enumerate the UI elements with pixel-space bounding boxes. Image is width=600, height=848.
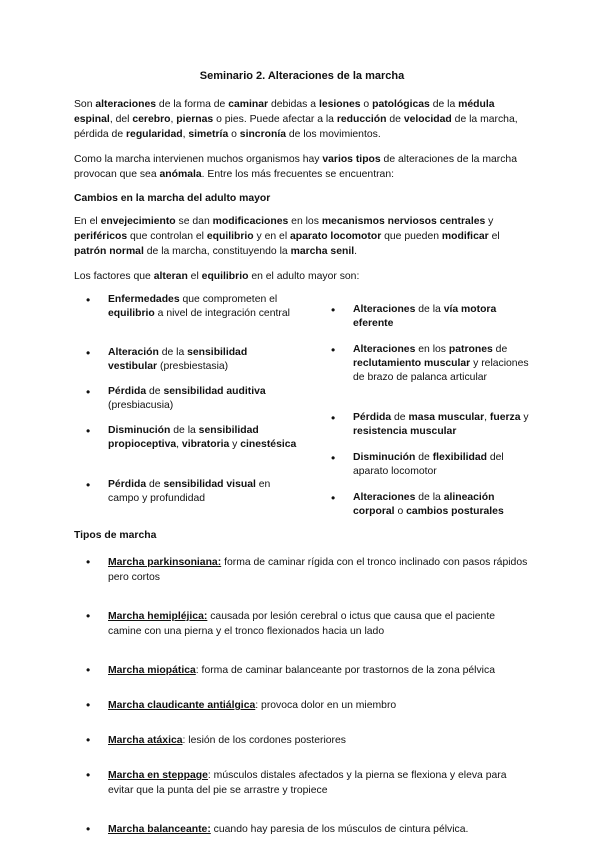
gait-type-item [74, 555, 530, 585]
gait-type-item [74, 609, 530, 639]
gait-type-name: Marcha parkinsoniana: [108, 557, 222, 568]
gait-type-item [74, 663, 530, 678]
gait-type-description: : músculos distales afectados y la pierna se flexiona y eleva para evitar que la punta del pie se arrastre y tropiece [108, 770, 507, 796]
gait-type-description: forma de caminar rígida con el tronco inclinado con pasos rápidos pero cortos [108, 557, 528, 583]
intro-paragraph-2: Como la marcha intervienen muchos organismos hay varios tipos de alteraciones de la marcha provocan que sea anómala. Entre los más frecuentes se encuentran: [74, 154, 517, 180]
factor-item: • Disminución de flexibilidad del aparato locomotor [331, 451, 531, 491]
gait-type-name: Marcha balanceante: [108, 824, 211, 835]
gait-type-description: cuando hay paresia de los músculos de cintura pélvica. [210, 824, 469, 835]
section1-paragraph-1: En el envejecimiento se dan modificaciones en los mecanismos nerviosos centrales y periféricos que controlan el equilibrio y en el aparato locomotor que pueden modificar el patrón normal de la marcha, constituyendo la marcha senil. [74, 216, 500, 257]
gait-type-item [74, 698, 530, 713]
gait-type-item [74, 822, 530, 837]
factors-left-list [86, 293, 298, 506]
gait-type-name: Marcha atáxica [108, 735, 183, 746]
factor-item: • Disminución de la sensibilidad propioceptiva, vibratoria y cinestésica [86, 424, 298, 478]
factor-item: • Alteraciones de la vía motora eferente [331, 303, 531, 343]
section-heading-adulto-mayor: Cambios en la marcha del adulto mayor [74, 193, 271, 204]
factor-item: • Pérdida de masa muscular, fuerza y resistencia muscular [331, 411, 531, 451]
gait-type-item [74, 768, 530, 798]
section-heading-tipos-marcha: Tipos de marcha [74, 530, 157, 541]
factor-item: • Enfermedades que comprometen el equilibrio a nivel de integración central [86, 293, 298, 346]
gait-type-description: : provoca dolor en un miembro [255, 700, 397, 711]
gait-types-list [74, 555, 530, 837]
document-title: Seminario 2. Alteraciones de la marcha [199, 70, 405, 82]
section1-paragraph-2: Los factores que alteran el equilibrio en el adulto mayor son: [74, 271, 360, 282]
gait-type-name: Marcha miopática [108, 665, 196, 676]
factor-item: • Pérdida de sensibilidad auditiva (presbiacusia) [86, 385, 298, 424]
gait-type-description: : forma de caminar balanceante por trastornos de la zona pélvica [195, 665, 495, 676]
gait-type-name: Marcha en steppage [108, 770, 208, 781]
factor-item: • Alteraciones de la alineación corporal o cambios posturales [331, 491, 531, 519]
gait-type-description: causada por lesión cerebral o ictus que causa que el paciente camine con una pierna y el tronco flexionados hacia un lado [108, 611, 495, 637]
factor-item: • Pérdida de sensibilidad visual en campo y profundidad [86, 478, 298, 506]
factors-right-list [331, 303, 531, 519]
factor-item: • Alteraciones en los patrones de reclutamiento muscular y relaciones de brazo de palanca articular [331, 343, 531, 411]
gait-type-item [74, 733, 530, 748]
gait-type-description: : lesión de los cordones posteriores [182, 735, 346, 746]
factor-item: • Alteración de la sensibilidad vestibular (presbiestasia) [86, 346, 298, 385]
gait-type-name: Marcha hemipléjica: [108, 611, 208, 622]
gait-type-name: Marcha claudicante antiálgica [108, 700, 256, 711]
intro-paragraph-1: Son alteraciones de la forma de caminar debidas a lesiones o patológicas de la médula espinal, del cerebro, piernas o pies. Puede afectar a la reducción de velocidad de la marcha, pérdida de regularidad, simetría o sincronía de los movimientos. [74, 99, 518, 140]
